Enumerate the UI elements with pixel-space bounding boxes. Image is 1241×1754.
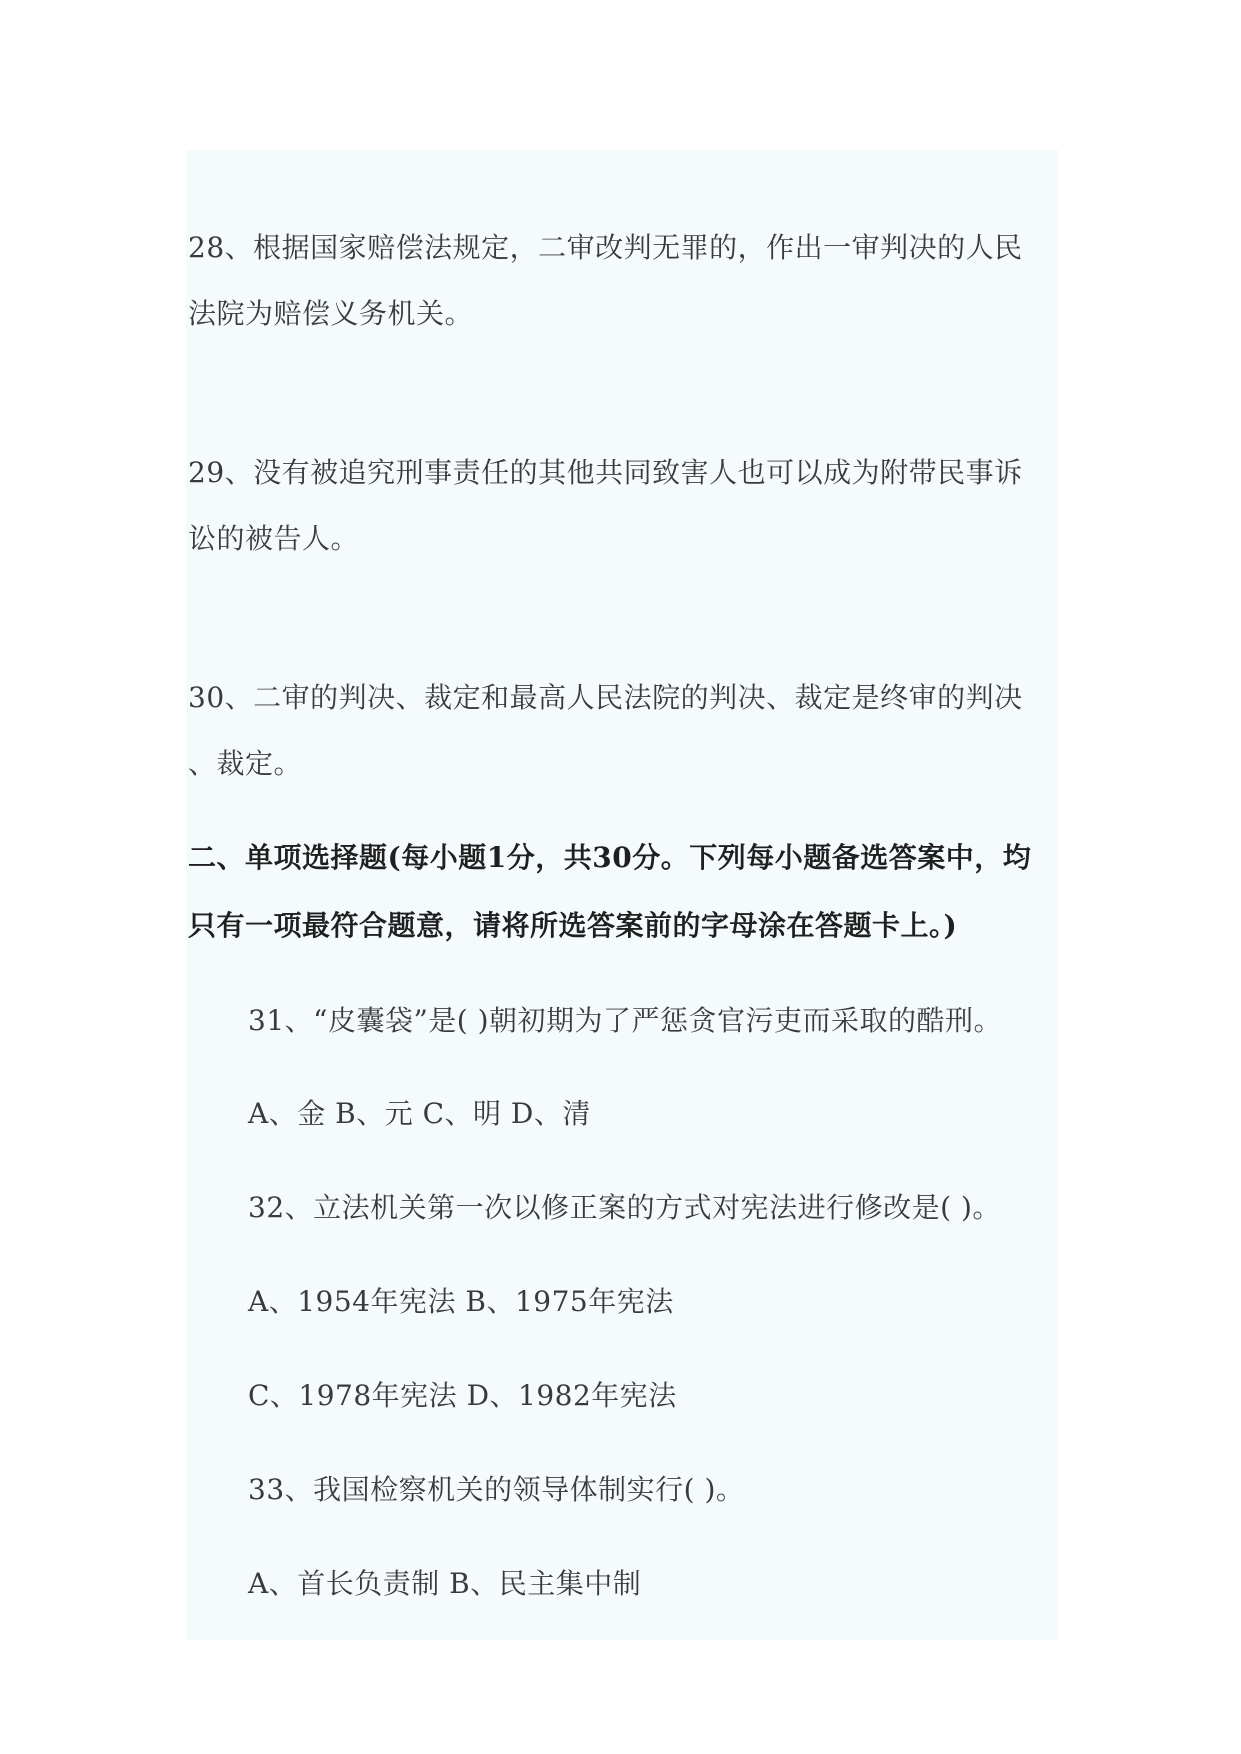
question-30-line-2: 、裁定。	[188, 747, 303, 780]
question-31-options: A、金 B、元 C、明 D、清	[248, 1097, 591, 1130]
question-32-options-cd: C、1978年宪法 D、1982年宪法	[248, 1379, 677, 1412]
document-panel	[186, 150, 1058, 1640]
question-30-line-1: 30、二审的判决、裁定和最高人民法院的判决、裁定是终审的判决	[188, 681, 1023, 714]
question-32-options-ab: A、1954年宪法 B、1975年宪法	[248, 1285, 674, 1318]
question-32: 32、立法机关第一次以修正案的方式对宪法进行修改是( )。	[248, 1191, 1001, 1224]
question-29-line-1: 29、没有被追究刑事责任的其他共同致害人也可以成为附带民事诉	[188, 456, 1023, 489]
question-28-line-2: 法院为赔偿义务机关。	[188, 297, 474, 330]
section-2-heading-line-1: 二、单项选择题(每小题1分，共30分。下列每小题备选答案中，均	[188, 841, 1032, 874]
question-33-options-ab: A、首长负责制 B、民主集中制	[248, 1567, 642, 1600]
question-31: 31、“皮囊袋”是( )朝初期为了严惩贪官污吏而采取的酷刑。	[248, 1004, 1003, 1037]
question-28-line-1: 28、根据国家赔偿法规定，二审改判无罪的，作出一审判决的人民	[188, 231, 1023, 264]
section-2-heading-line-2: 只有一项最符合题意，请将所选答案前的字母涂在答题卡上。)	[188, 909, 958, 942]
question-33: 33、我国检察机关的领导体制实行( )。	[248, 1473, 745, 1506]
question-29-line-2: 讼的被告人。	[188, 522, 360, 555]
